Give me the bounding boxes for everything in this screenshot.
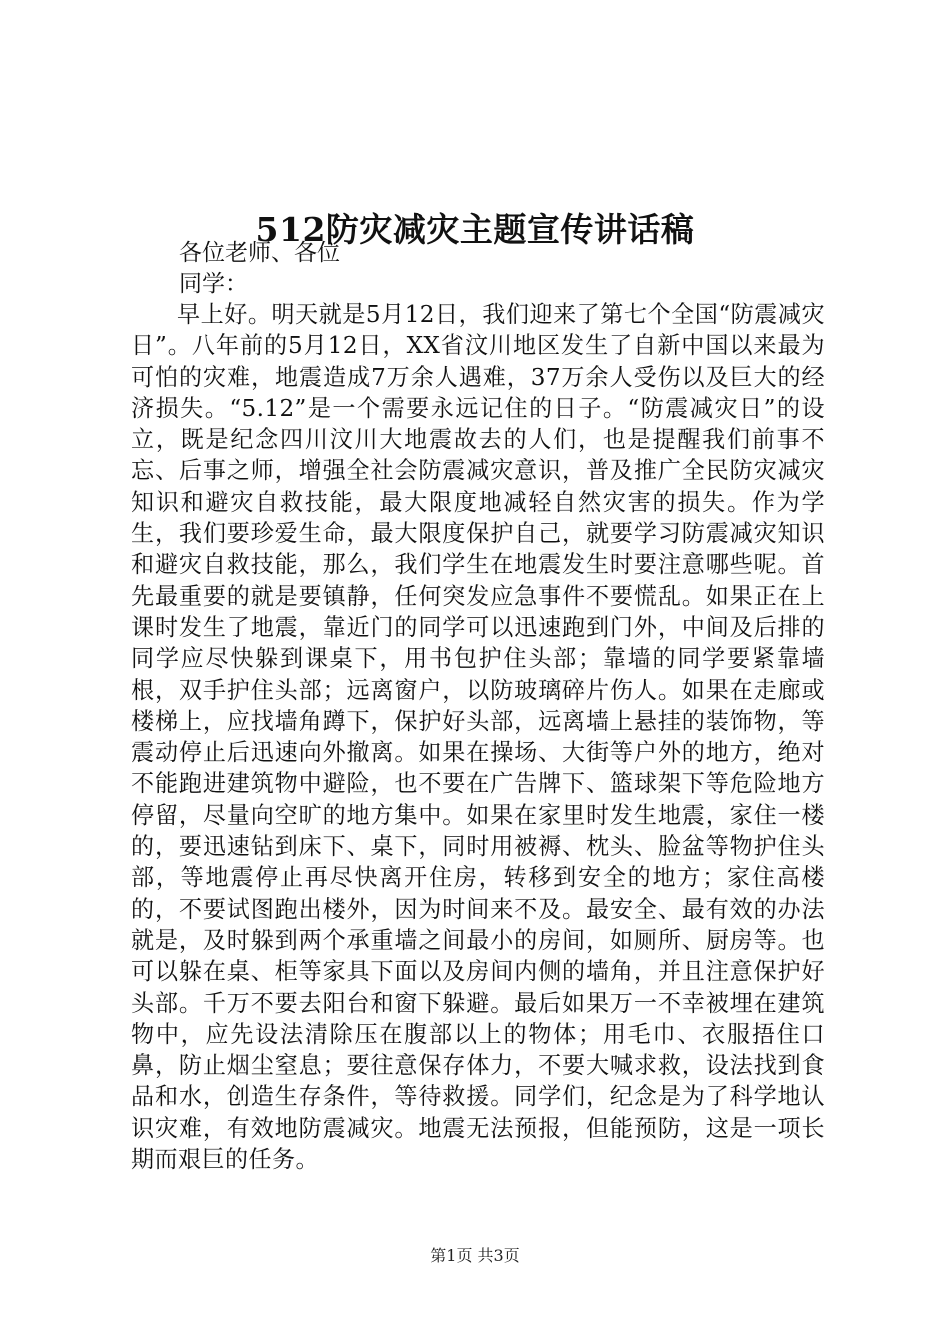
document-title: 512防灾减灾主题宣传讲话稿	[255, 210, 695, 250]
greeting-line-1: 各位老师、各位	[179, 240, 340, 266]
greeting-line-2: 同学：	[179, 271, 248, 297]
page-indicator: 第1页 共3页	[430, 1246, 520, 1265]
body-paragraph: 早上好。明天就是5月12日，我们迎来了第七个全国“防震减灾日”。八年前的5月12日，XX省汶川地区发生了自新中国以来最为可怕的灾难，地震造成7万余人遇难，37万余人受伤以及巨大的经济损失。“5.12”是一个需要永远记住的日子。“防震减灾日”的设立，既是纪念四川汶川大地震故去的人们，也是提醒我们前事不忘、后事之师，增强全社会防震减灾意识，普及推广全民防灾减灾知识和避灾自救技能，最大限度地减轻自然灾害的损失。作为学生，我们要珍爱生命，最大限度保护自己，就要学习防震减灾知识和避灾自救技能，那么，我们学生在地震发生时要注意哪些呢。首先最重要的就是要镇静，任何突发应急事件不要慌乱。如果正在上课时发生了地震，靠近门的同学可以迅速跑到门外，中间及后排的同学应尽快躲到课桌下，用书包护住头部；靠墙的同学要紧靠墙根，双手护住头部；远离窗户，以防玻璃碎片伤人。如果在走廊或楼梯上，应找墙角蹲下，保护好头部，远离墙上悬挂的装饰物，等震动停止后迅速向外撤离。如果在操场、大街等户外的地方，绝对不能跑进建筑物中避险，也不要在广告牌下、篮球架下等危险地方停留，尽量向空旷的地方集中。如果在家里时发生地震，家住一楼的，要迅速钻到床下、桌下，同时用被褥、枕头、脸盆等物护住头部，等地震停止再尽快离开住房，转移到安全的地方；家住高楼的，不要试图跑出楼外，因为时间来不及。最安全、最有效的办法就是，及时躲到两个承重墙之间最小的房间，如厕所、厨房等。也可以躲在桌、柜等家具下面以及房间内侧的墙角，并且注意保护好头部。千万不要去阳台和窗下躲避。最后如果万一不幸被埋在建筑物中，应先设法清除压在腹部以上的物体；用毛巾、衣服捂住口鼻，防止烟尘窒息；要往意保存体力，不要大喊求救，设法找到食品和水，创造生存条件，等待救援。同学们，纪念是为了科学地认识灾难，有效地防震减灾。地震无法预报，但能预防，这是一项长期而艰巨的任务。	[131, 302, 825, 1174]
